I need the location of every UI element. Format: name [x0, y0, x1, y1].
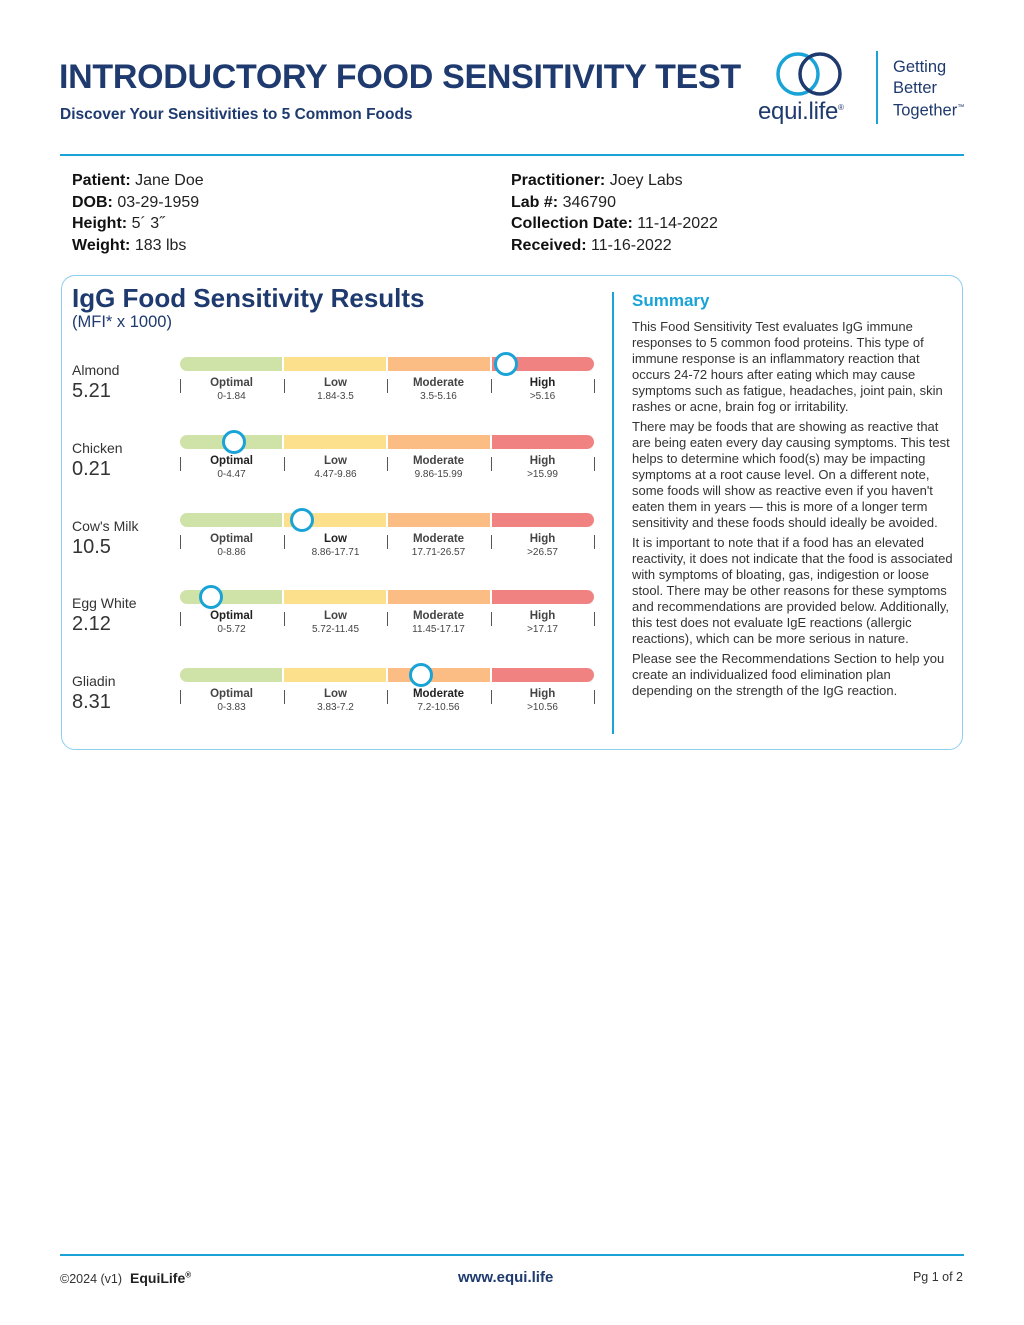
- range-values: 5.72-11.45: [311, 624, 360, 635]
- bar-segment-high: [490, 668, 594, 682]
- lab-info: Practitioner: Joey Labs Lab #: 346790 Collection Date: 11-14-2022 Received: 11-16-2022: [511, 172, 718, 255]
- range-name: Moderate: [412, 455, 465, 467]
- range-name: Optimal: [210, 688, 253, 700]
- range-values: 7.2-10.56: [417, 702, 460, 713]
- food-label: [72, 440, 123, 481]
- range-label-high: [491, 376, 594, 403]
- range-label-low: [284, 687, 387, 714]
- summary-paragraph: It is important to note that if a food has an elevated reactivity, it does not indicate that the food is associated with symptoms of bloating, gas, indigestion or loose stool. There may be other reasons for these symptoms and recommendations are provided below. Additionally, this test does not evaluate IgE reactions (allergic reactions), which can be more serious in nature.: [632, 535, 953, 646]
- bar-segment-low: [282, 435, 386, 449]
- bar-segment-low: [282, 357, 386, 371]
- range-label-moderate: [387, 687, 490, 714]
- panel-divider: [612, 292, 614, 734]
- range-name: High: [529, 688, 556, 700]
- range-name: High: [529, 377, 556, 389]
- received-date: 11-16-2022: [591, 237, 672, 255]
- lab-number: 346790: [562, 193, 616, 211]
- range-labels: [180, 609, 594, 639]
- food-name: Almond: [72, 362, 120, 378]
- bar-segment-optimal: [180, 668, 282, 682]
- food-name: Chicken: [72, 440, 123, 456]
- tagline: Getting Better Together™: [893, 58, 965, 120]
- range-label-optimal: [180, 609, 283, 636]
- range-values: 3.83-7.2: [317, 702, 354, 713]
- footer-copyright: ©2024 (v1) EquiLife®: [60, 1270, 192, 1286]
- header-rule: [60, 154, 964, 156]
- range-values: 17.71-26.57: [411, 547, 466, 558]
- range-labels: [180, 687, 594, 717]
- range-name: Moderate: [412, 688, 465, 700]
- range-tick: [594, 379, 595, 393]
- summary-paragraph: Please see the Recommendations Section to help you create an individualized food elimination plan depending on the strength of the IgG reaction.: [632, 651, 945, 698]
- range-name: High: [529, 533, 556, 545]
- summary-title: Summary: [632, 291, 710, 310]
- range-values: 1.84-3.5: [317, 391, 354, 402]
- food-value: 2.12: [72, 613, 111, 635]
- practitioner-name: Joey Labs: [609, 172, 683, 189]
- range-name: Low: [324, 688, 347, 700]
- results-unit: (MFI* x 1000): [72, 313, 172, 331]
- range-values: >10.56: [527, 702, 558, 713]
- range-values: >26.57: [527, 547, 558, 558]
- range-name: Moderate: [412, 533, 465, 545]
- range-tick: [594, 535, 595, 549]
- range-values: 9.86-15.99: [414, 469, 463, 480]
- range-name: Optimal: [210, 455, 253, 467]
- patient-weight: 183 lbs: [134, 237, 187, 255]
- patient-height: 5´ 3˝: [131, 215, 165, 233]
- range-label-moderate: [387, 376, 490, 403]
- sensitivity-bar: [180, 668, 594, 682]
- range-name: Moderate: [412, 377, 465, 389]
- range-labels: [180, 376, 594, 406]
- summary-paragraph: There may be foods that are showing as reactive that are being eaten every day causing symptoms. This test helps to determine which food(s) may be impacting symptoms at a root cause level. On a different note, some foods will show as reactive even if you haven't eaten them in years — this is more of a longer term sensitivity and these foods should ideally be avoided.: [632, 419, 950, 530]
- bar-segment-optimal: [180, 357, 282, 371]
- bar-segment-low: [282, 668, 386, 682]
- logo-rings-icon: [774, 50, 846, 100]
- patient-name: Jane Doe: [135, 172, 204, 189]
- report-title: INTRODUCTORY FOOD SENSITIVITY TEST: [59, 58, 741, 96]
- sensitivity-bar: [180, 590, 594, 604]
- food-label: [72, 518, 138, 559]
- results-title: IgG Food Sensitivity Results: [72, 283, 425, 313]
- range-label-optimal: [180, 532, 283, 559]
- result-marker: [494, 352, 518, 376]
- page-number: Pg 1 of 2: [912, 1270, 963, 1284]
- bar-segment-moderate: [386, 513, 490, 527]
- bar-segment-high: [490, 590, 594, 604]
- range-tick: [594, 457, 595, 471]
- range-values: 0-1.84: [217, 391, 246, 402]
- bar-segment-moderate: [386, 435, 490, 449]
- range-name: Optimal: [210, 610, 253, 622]
- result-marker: [199, 585, 223, 609]
- sensitivity-bar: [180, 357, 594, 371]
- logo-divider: [876, 51, 878, 124]
- range-label-moderate: [387, 532, 490, 559]
- range-values: 0-3.83: [217, 702, 246, 713]
- bar-segment-moderate: [386, 668, 490, 682]
- bar-segment-optimal: [180, 513, 282, 527]
- range-label-optimal: [180, 454, 283, 481]
- food-label: [72, 362, 119, 403]
- range-labels: [180, 454, 594, 484]
- range-values: 3.5-5.16: [420, 391, 457, 402]
- range-label-optimal: [180, 376, 283, 403]
- summary-text: [632, 319, 954, 703]
- range-tick: [594, 690, 595, 704]
- bar-segment-low: [282, 590, 386, 604]
- food-value: 8.31: [72, 691, 111, 713]
- summary-paragraph: This Food Sensitivity Test evaluates IgG immune responses to 5 common food proteins. This type of immune response is an inflammatory reaction that occurs 24-72 hours after eating which may cause symptoms such as fatigue, headaches, joint pain, skin rashes or acne, brain fog or irritability.: [632, 319, 943, 414]
- logo-wordmark: equi.life®: [758, 98, 844, 125]
- range-label-low: [284, 609, 387, 636]
- range-label-low: [284, 376, 387, 403]
- range-label-optimal: [180, 687, 283, 714]
- range-values: 0-5.72: [217, 624, 246, 635]
- range-name: Low: [324, 455, 347, 467]
- footer-rule: [60, 1254, 964, 1256]
- food-name: Cow's Milk: [72, 518, 139, 534]
- range-label-low: [284, 454, 387, 481]
- range-name: Optimal: [210, 533, 253, 545]
- range-values: 0-4.47: [217, 469, 246, 480]
- range-values: >17.17: [527, 624, 558, 635]
- collection-date: 11-14-2022: [637, 215, 718, 233]
- range-label-moderate: [387, 454, 490, 481]
- food-name: Gliadin: [72, 673, 116, 689]
- food-value: 5.21: [72, 380, 111, 402]
- result-marker: [222, 430, 246, 454]
- range-name: Optimal: [210, 377, 253, 389]
- range-labels: [180, 532, 594, 562]
- bar-segment-high: [490, 513, 594, 527]
- range-values: >15.99: [527, 469, 558, 480]
- food-value: 10.5: [72, 536, 111, 558]
- result-marker: [290, 508, 314, 532]
- range-values: 8.86-17.71: [311, 547, 360, 558]
- range-label-low: [284, 532, 387, 559]
- bar-segment-high: [490, 435, 594, 449]
- range-tick: [594, 612, 595, 626]
- range-label-high: [491, 454, 594, 481]
- patient-dob: 03-29-1959: [117, 193, 200, 211]
- range-label-high: [491, 609, 594, 636]
- food-value: 0.21: [72, 458, 111, 480]
- patient-info: Patient: Jane Doe DOB: 03-29-1959 Height: 5´ 3˝ Weight: 183 lbs: [72, 172, 204, 255]
- range-name: High: [529, 610, 556, 622]
- bar-segment-moderate: [386, 357, 490, 371]
- range-values: >5.16: [529, 391, 556, 402]
- range-name: Low: [324, 533, 347, 545]
- range-name: Moderate: [412, 610, 465, 622]
- bar-segment-moderate: [386, 590, 490, 604]
- equilife-logo: [758, 48, 866, 130]
- range-label-high: [491, 687, 594, 714]
- report-subtitle: Discover Your Sensitivities to 5 Common Foods: [60, 106, 413, 123]
- range-label-high: [491, 532, 594, 559]
- range-values: 0-8.86: [217, 547, 246, 558]
- range-values: 11.45-17.17: [412, 624, 465, 635]
- food-label: [72, 595, 137, 636]
- range-label-moderate: [387, 609, 490, 636]
- sensitivity-bar: [180, 513, 594, 527]
- footer-url-link[interactable]: www.equi.life: [458, 1269, 554, 1286]
- range-name: Low: [324, 377, 347, 389]
- range-name: High: [529, 455, 556, 467]
- food-label: [72, 673, 116, 714]
- range-values: 4.47-9.86: [314, 469, 357, 480]
- food-name: Egg White: [72, 595, 137, 611]
- bar-segment-optimal: [180, 590, 282, 604]
- range-name: Low: [324, 610, 347, 622]
